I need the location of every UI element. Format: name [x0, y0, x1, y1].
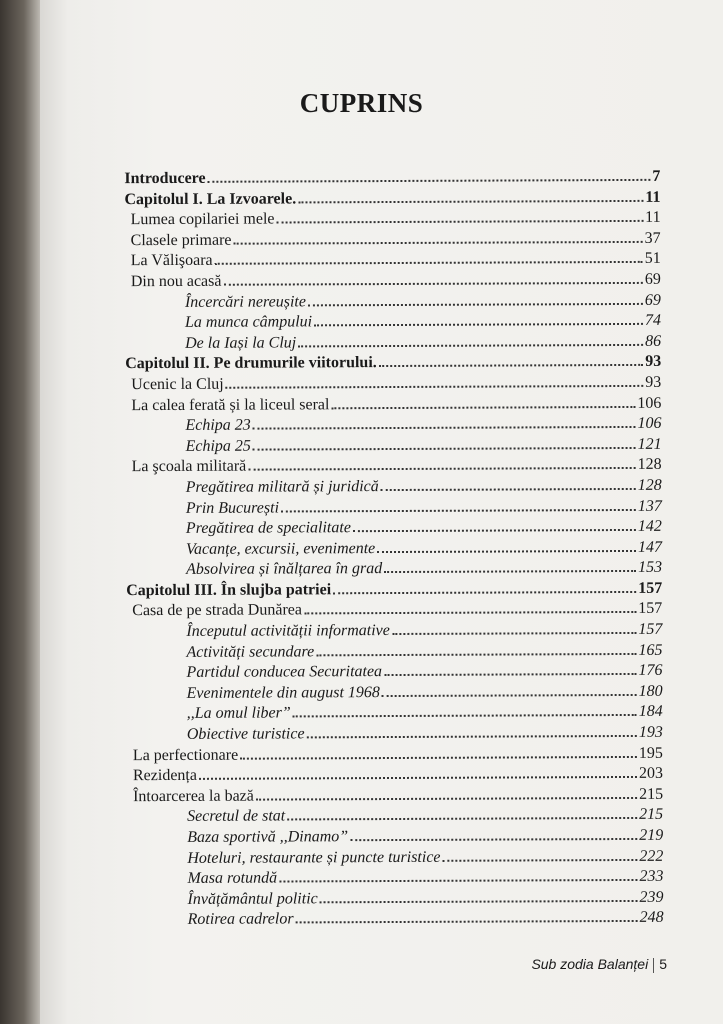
toc-entry-label: Activități secundare	[186, 643, 315, 661]
dot-leader	[304, 611, 636, 614]
dot-leader	[377, 550, 636, 553]
toc-entry	[125, 414, 661, 437]
dot-leader	[256, 797, 637, 801]
dot-leader	[298, 344, 643, 348]
dot-leader	[308, 302, 643, 305]
dot-leader	[384, 673, 636, 676]
toc-entry	[127, 702, 663, 725]
toc-entry	[127, 785, 663, 808]
toc-entry-page: 69	[644, 291, 661, 309]
toc-entry-page: 142	[637, 517, 662, 536]
toc-entry-label: La Vălişoara	[130, 252, 213, 270]
toc-entry	[126, 620, 662, 643]
footer-divider	[653, 958, 654, 973]
toc-entry-page: 147	[637, 538, 663, 556]
toc-entry-page: 106	[637, 414, 662, 433]
dot-leader	[240, 756, 637, 760]
dot-leader	[392, 632, 636, 635]
toc-entry-label: De la Iași la Cluj	[185, 334, 297, 352]
toc-entry-label: Hoteluri, restaurante și puncte turistice	[187, 848, 441, 867]
toc-entry-page: 165	[638, 641, 663, 659]
dot-leader	[350, 838, 637, 841]
toc-entry-label: Capitolul I. La Izvoarele.	[124, 190, 297, 208]
page-footer	[531, 956, 667, 973]
toc-entry-page: 157	[638, 600, 663, 618]
page-number: 5	[659, 956, 667, 972]
toc-entry	[127, 805, 663, 828]
toc-entry	[125, 229, 661, 252]
toc-entry-label: Echipa 23	[185, 416, 251, 435]
toc-entry-label: Secretul de stat	[187, 807, 286, 826]
toc-entry-page: 219	[639, 826, 664, 844]
toc-entry-label: Capitolul II. Pe drumurile viitorului.	[125, 354, 377, 373]
toc-entry-page: 93	[645, 353, 662, 371]
toc-entry-label: Obiective turistice	[186, 725, 305, 743]
toc-entry-label: La munca câmpului	[184, 313, 313, 332]
toc-entry-label: Întoarcerea la bază	[133, 787, 254, 805]
toc-entry-label: Învățământul politic	[187, 890, 318, 908]
toc-entry-page: 7	[652, 167, 661, 185]
toc-entry-page: 176	[638, 662, 663, 680]
toc-entry	[126, 579, 662, 602]
table-of-contents	[124, 167, 663, 931]
toc-entry-page: 157	[638, 579, 663, 597]
toc-entry-label: Introducere	[124, 169, 206, 188]
dot-leader	[331, 405, 635, 408]
dot-leader	[208, 179, 651, 183]
toc-entry-page: 37	[644, 229, 661, 247]
toc-entry	[125, 332, 661, 355]
dot-leader	[281, 508, 636, 512]
toc-entry	[125, 393, 661, 416]
toc-entry	[126, 640, 662, 663]
toc-entry-label: Casa de pe strada Dunărea	[132, 601, 303, 620]
toc-entry	[125, 290, 661, 313]
toc-entry	[127, 764, 663, 787]
toc-entry-label: Ucenic la Cluj	[131, 375, 224, 394]
toc-entry	[126, 538, 662, 561]
dot-leader	[226, 385, 644, 389]
toc-entry-page: 69	[644, 270, 661, 288]
toc-entry	[127, 826, 663, 849]
dot-leader	[215, 261, 643, 265]
toc-entry-page: 74	[644, 311, 662, 330]
toc-entry-page: 222	[639, 847, 664, 865]
toc-entry-label: Încercări nereușite	[184, 292, 306, 311]
toc-entry	[126, 496, 662, 519]
toc-entry-label: Evenimentele din august 1968	[186, 683, 380, 702]
toc-entry-label: ,,La omul liber”	[186, 704, 291, 723]
toc-entry	[126, 455, 662, 478]
toc-entry	[126, 435, 662, 458]
toc-entry-label: Lumea copilariei mele	[130, 210, 275, 229]
toc-entry-label: La şcoala militară	[131, 457, 247, 476]
page-title: CUPRINS	[299, 88, 424, 118]
dot-leader	[316, 653, 636, 656]
toc-entry-page: 11	[645, 188, 661, 206]
dot-leader	[199, 776, 637, 780]
dot-leader	[381, 488, 636, 491]
toc-entry-page: 248	[639, 909, 664, 927]
toc-entry	[125, 373, 661, 396]
dot-leader	[287, 817, 637, 821]
toc-entry-page: 239	[639, 888, 664, 906]
dot-leader	[253, 426, 636, 430]
dot-leader	[298, 200, 643, 204]
toc-entry	[126, 517, 662, 540]
toc-entry	[127, 723, 663, 746]
toc-entry-label: Clasele primare	[130, 231, 232, 249]
toc-entry-page: 51	[644, 250, 661, 268]
toc-entry	[127, 846, 663, 869]
dot-leader	[253, 447, 636, 451]
toc-entry-label: Baza sportivă ,,Dinamo”	[187, 828, 349, 846]
toc-entry-page: 215	[639, 806, 664, 824]
toc-entry-page: 193	[638, 723, 663, 741]
toc-entry	[125, 270, 661, 293]
dot-leader	[234, 241, 643, 245]
dot-leader	[223, 282, 642, 286]
toc-entry-label: Începutul activității informative	[186, 622, 390, 640]
toc-entry-label: La perfectionare	[132, 746, 239, 764]
dot-leader	[277, 220, 644, 224]
toc-entry-label: Rezidența	[132, 767, 197, 785]
toc-entry-label: Absolvirea și înălțarea în grad	[186, 560, 383, 579]
toc-entry-page: 93	[645, 373, 662, 391]
toc-entry-label: Pregătirea militară și juridică	[185, 477, 379, 496]
toc-entry	[124, 187, 660, 210]
toc-entry-label: Masa rotundă	[187, 869, 278, 888]
toc-entry-page: 184	[638, 703, 663, 721]
toc-entry	[126, 661, 662, 684]
dot-leader	[353, 529, 636, 532]
toc-entry-page: 157	[638, 620, 663, 638]
toc-entry-page: 153	[638, 559, 663, 577]
toc-entry-label: Partidul conducea Securitatea	[186, 663, 383, 682]
toc-entry	[126, 558, 662, 581]
toc-entry-page: 137	[637, 497, 662, 515]
book-title: Sub zodia Balanței	[531, 956, 649, 972]
toc-entry-label: Pregătirea de specialitate	[185, 519, 351, 538]
book-spine	[0, 0, 40, 1024]
dot-leader	[296, 920, 638, 923]
toc-entry-page: 121	[637, 435, 662, 453]
toc-entry	[125, 311, 661, 334]
toc-entry-label: Echipa 25	[185, 437, 251, 455]
toc-entry-page: 11	[645, 209, 661, 227]
toc-entry-label: Capitolul III. În slujba patriei	[126, 581, 332, 600]
toc-entry-label: Vacanțe, excursii, evenimente	[185, 539, 376, 558]
toc-entry-page: 203	[638, 765, 664, 783]
toc-entry	[128, 908, 664, 931]
toc-entry	[126, 599, 662, 622]
toc-entry-page: 195	[638, 744, 663, 762]
toc-entry-label: Rotirea cadrelor	[187, 910, 294, 929]
dot-leader	[384, 570, 636, 573]
dot-leader	[307, 735, 637, 738]
dot-leader	[382, 694, 637, 697]
toc-entry	[127, 743, 663, 766]
dot-leader	[379, 364, 643, 367]
toc-entry-page: 180	[638, 682, 663, 700]
dot-leader	[443, 859, 638, 862]
toc-entry	[124, 167, 660, 190]
toc-entry	[127, 682, 663, 705]
dot-leader	[248, 467, 635, 471]
toc-entry	[125, 352, 661, 375]
dot-leader	[314, 323, 643, 326]
toc-entry-label: Din nou acasă	[130, 272, 222, 291]
dot-leader	[293, 714, 637, 718]
toc-entry	[125, 208, 661, 231]
toc-entry-page: 128	[637, 476, 662, 494]
toc-entry-page: 215	[639, 785, 664, 803]
toc-entry-page: 86	[645, 332, 662, 350]
dot-leader	[279, 879, 637, 883]
dot-leader	[333, 591, 636, 594]
toc-entry-page: 128	[637, 456, 662, 474]
dot-leader	[320, 900, 638, 903]
toc-entry	[125, 249, 661, 272]
toc-entry-label: La calea ferată și la liceul seral	[131, 395, 330, 414]
toc-entry	[127, 867, 663, 890]
toc-entry-label: Prin București	[185, 499, 280, 517]
toc-entry	[126, 476, 662, 499]
toc-entry-page: 106	[637, 394, 662, 412]
toc-entry	[127, 888, 663, 911]
toc-entry-page: 233	[639, 868, 664, 886]
